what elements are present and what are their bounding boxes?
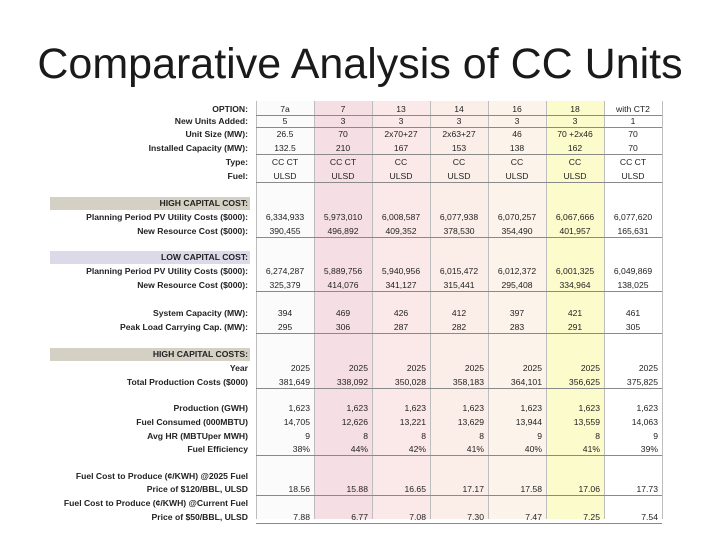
column-separator <box>546 101 547 519</box>
table-cell: 42% <box>408 444 426 454</box>
table-cell: 7.54 <box>641 512 658 522</box>
table-cell: 364,101 <box>510 377 542 387</box>
row-label: New Resource Cost ($000): <box>137 280 248 290</box>
table-cell: 12,626 <box>341 417 368 427</box>
table-cell: 17.06 <box>578 484 600 494</box>
table-cell: 17.17 <box>462 484 484 494</box>
row-label: Fuel Efficiency <box>187 444 248 454</box>
table-cell: 2x63+27 <box>442 129 476 139</box>
table-cell: 13,559 <box>573 417 600 427</box>
table-cell: 7.25 <box>583 512 600 522</box>
table-cell: 6,049,869 <box>613 266 653 276</box>
table-cell: 7a <box>280 104 290 114</box>
table-cell: 14 <box>454 104 464 114</box>
table-cell: 38% <box>292 444 310 454</box>
table-cell: 8 <box>595 431 600 441</box>
row-divider <box>256 237 662 238</box>
row-label: OPTION: <box>212 104 248 114</box>
table-cell: 70 <box>338 129 348 139</box>
table-cell: 3 <box>340 116 346 126</box>
table-cell: ULSD <box>563 171 587 181</box>
table-cell: 2025 <box>464 363 484 373</box>
table-cell: 210 <box>335 143 351 153</box>
table-cell: 283 <box>509 322 525 332</box>
table-cell: 16.65 <box>404 484 426 494</box>
table-cell: ULSD <box>389 171 413 181</box>
row-label: Unit Size (MW): <box>185 129 248 139</box>
row-label: Planning Period PV Utility Costs ($000): <box>86 212 248 222</box>
table-cell: 70 +2x46 <box>557 129 593 139</box>
table-cell: 1,623 <box>636 403 658 413</box>
table-cell: 1,623 <box>520 403 542 413</box>
comparison-table <box>50 101 674 522</box>
row-label: New Resource Cost ($000): <box>137 226 248 236</box>
table-cell: CC CT <box>619 157 647 167</box>
table-cell: 40% <box>524 444 542 454</box>
table-cell: 44% <box>350 444 368 454</box>
table-cell: 8 <box>421 431 426 441</box>
table-cell: 17.73 <box>636 484 658 494</box>
table-cell: 13 <box>396 104 406 114</box>
table-cell: 14,063 <box>631 417 658 427</box>
table-cell: 426 <box>393 308 409 318</box>
table-cell: 394 <box>277 308 293 318</box>
table-cell: 70 <box>628 129 638 139</box>
table-cell: 5,889,756 <box>323 266 363 276</box>
table-cell: 375,825 <box>626 377 658 387</box>
table-cell: ULSD <box>273 171 297 181</box>
table-cell: 2x70+27 <box>384 129 418 139</box>
table-cell: ULSD <box>505 171 529 181</box>
table-cell: 138,025 <box>617 280 649 290</box>
column-separator <box>604 101 605 519</box>
row-label: Production (GWH) <box>173 403 248 413</box>
table-cell: 338,092 <box>336 377 368 387</box>
table-cell: 6,001,325 <box>555 266 595 276</box>
row-divider <box>256 154 662 155</box>
table-cell: 381,649 <box>278 377 310 387</box>
row-label: Total Production Costs ($000) <box>126 377 248 387</box>
table-cell: 2025 <box>348 363 368 373</box>
row-label: System Capacity (MW): <box>152 308 248 318</box>
column-separator <box>256 101 257 519</box>
table-cell: 6,015,472 <box>439 266 479 276</box>
table-cell: 3 <box>572 116 578 126</box>
table-cell: 1,623 <box>404 403 426 413</box>
table-cell: 6,077,938 <box>439 212 479 222</box>
table-cell: 461 <box>625 308 641 318</box>
table-cell: 9 <box>653 431 658 441</box>
table-cell: CC CT <box>329 157 357 167</box>
table-cell: 2025 <box>580 363 600 373</box>
table-cell: CC CT <box>271 157 299 167</box>
table-cell: ULSD <box>447 171 471 181</box>
table-cell: 153 <box>451 143 467 153</box>
row-label: LOW CAPITAL COST: <box>160 252 248 262</box>
table-cell: 354,490 <box>501 226 533 236</box>
table-cell: 2025 <box>290 363 310 373</box>
table-cell: 46 <box>512 129 522 139</box>
table-cell: 6,334,933 <box>265 212 305 222</box>
table-cell: ULSD <box>331 171 355 181</box>
table-cell: 8 <box>363 431 368 441</box>
table-cell: 15.88 <box>346 484 368 494</box>
table-cell: 356,625 <box>568 377 600 387</box>
table-cell: 378,530 <box>443 226 475 236</box>
table-cell: 282 <box>451 322 467 332</box>
table-cell: 414,076 <box>327 280 359 290</box>
table-cell: 6.77 <box>351 512 368 522</box>
row-label: New Units Added: <box>174 116 248 126</box>
table-cell: 1,623 <box>462 403 484 413</box>
table-cell: 1 <box>630 116 636 126</box>
table-cell: CC <box>510 157 524 167</box>
row-label: Avg HR (MBTUper MWH) <box>147 431 248 441</box>
table-cell: 17.58 <box>520 484 542 494</box>
table-cell: 167 <box>393 143 409 153</box>
table-cell: 2025 <box>406 363 426 373</box>
table-cell: 421 <box>567 308 583 318</box>
table-cell: 1,623 <box>288 403 310 413</box>
table-cell: 6,070,257 <box>497 212 537 222</box>
table-cell: 7.47 <box>525 512 542 522</box>
row-label: Type: <box>225 157 248 167</box>
table-cell: 496,892 <box>327 226 359 236</box>
row-label: Installed Capacity (MW): <box>148 143 248 153</box>
table-cell: 7 <box>340 104 346 114</box>
table-cell: 325,379 <box>269 280 301 290</box>
table-cell: CC <box>568 157 582 167</box>
table-cell: 13,221 <box>399 417 426 427</box>
row-label: Price of $120/BBL, ULSD <box>146 484 248 494</box>
table-cell: 7.88 <box>293 512 310 522</box>
table-cell: 334,964 <box>559 280 591 290</box>
table-cell: 5,973,010 <box>323 212 363 222</box>
table-cell: 3 <box>456 116 462 126</box>
table-cell: 6,012,372 <box>497 266 537 276</box>
table-cell: 1,623 <box>346 403 368 413</box>
table-cell: 469 <box>335 308 351 318</box>
row-label: Fuel Cost to Produce (¢/KWH) @Current Fuel <box>63 498 248 508</box>
column-separator <box>314 101 315 519</box>
slide-title: Comparative Analysis of CC Units <box>37 40 683 88</box>
row-label: HIGH CAPITAL COSTS: <box>152 349 248 359</box>
table-cell: 306 <box>335 322 351 332</box>
table-cell: 341,127 <box>385 280 417 290</box>
column-separator <box>488 101 489 519</box>
table-cell: 41% <box>582 444 600 454</box>
row-divider <box>256 455 662 456</box>
row-label: HIGH CAPITAL COST: <box>159 198 248 208</box>
table-cell: 295 <box>277 322 293 332</box>
table-cell: with CT2 <box>616 104 650 114</box>
row-divider <box>256 523 662 524</box>
table-cell: 5,940,956 <box>381 266 421 276</box>
table-cell: 6,077,620 <box>613 212 653 222</box>
table-cell: 39% <box>640 444 658 454</box>
table-cell: 18.56 <box>288 484 310 494</box>
column-separator <box>372 101 373 519</box>
table-cell: 287 <box>393 322 409 332</box>
table-cell: 13,629 <box>457 417 484 427</box>
row-label: Fuel Consumed (000MBTU) <box>136 417 248 427</box>
row-divider <box>256 388 662 389</box>
table-cell: 16 <box>512 104 522 114</box>
table-cell: 390,455 <box>269 226 301 236</box>
table-cell: 14,705 <box>283 417 310 427</box>
table-cell: 9 <box>537 431 542 441</box>
row-divider <box>256 291 662 292</box>
table-cell: 305 <box>625 322 641 332</box>
table-cell: 138 <box>509 143 525 153</box>
table-cell: 2025 <box>522 363 542 373</box>
table-cell: 18 <box>570 104 580 114</box>
table-cell: 6,067,666 <box>555 212 595 222</box>
table-cell: CC <box>452 157 466 167</box>
table-cell: 295,408 <box>501 280 533 290</box>
row-label: Peak Load Carrying Cap. (MW): <box>120 322 248 332</box>
table-cell: ULSD <box>621 171 645 181</box>
table-cell: 162 <box>567 143 583 153</box>
row-label: Price of $50/BBL, ULSD <box>151 512 248 522</box>
column-separator <box>430 101 431 519</box>
table-cell: 132.5 <box>274 143 296 153</box>
table-cell: 41% <box>466 444 484 454</box>
table-cell: 13,944 <box>515 417 542 427</box>
row-label: Planning Period PV Utility Costs ($000): <box>86 266 248 276</box>
table-cell: 291 <box>567 322 583 332</box>
row-divider <box>256 182 662 183</box>
table-cell: 7.30 <box>467 512 484 522</box>
table-cell: 350,028 <box>394 377 426 387</box>
table-cell: 8 <box>479 431 484 441</box>
row-divider <box>256 333 662 334</box>
table-cell: 397 <box>509 308 525 318</box>
table-cell: 409,352 <box>385 226 417 236</box>
table-cell: 412 <box>451 308 467 318</box>
table-cell: 6,008,587 <box>381 212 421 222</box>
table-cell: 2025 <box>638 363 658 373</box>
table-cell: 165,631 <box>617 226 649 236</box>
table-cell: CC <box>394 157 408 167</box>
table-cell: 3 <box>398 116 404 126</box>
table-cell: 3 <box>514 116 520 126</box>
table-cell: 358,183 <box>452 377 484 387</box>
table-cell: 401,957 <box>559 226 591 236</box>
row-label: Year <box>229 363 248 373</box>
table-cell: 70 <box>628 143 638 153</box>
table-cell: 6,274,287 <box>265 266 305 276</box>
column-separator <box>662 101 663 519</box>
row-label: Fuel Cost to Produce (¢/KWH) @2025 Fuel <box>75 471 248 481</box>
table-cell: 315,441 <box>443 280 475 290</box>
table-cell: 5 <box>282 116 288 126</box>
table-cell: 26.5 <box>276 129 294 139</box>
table-cell: 9 <box>305 431 310 441</box>
row-label: Fuel: <box>227 171 248 181</box>
row-divider <box>256 495 662 496</box>
table-cell: 1,623 <box>578 403 600 413</box>
table-cell: 7.08 <box>409 512 426 522</box>
